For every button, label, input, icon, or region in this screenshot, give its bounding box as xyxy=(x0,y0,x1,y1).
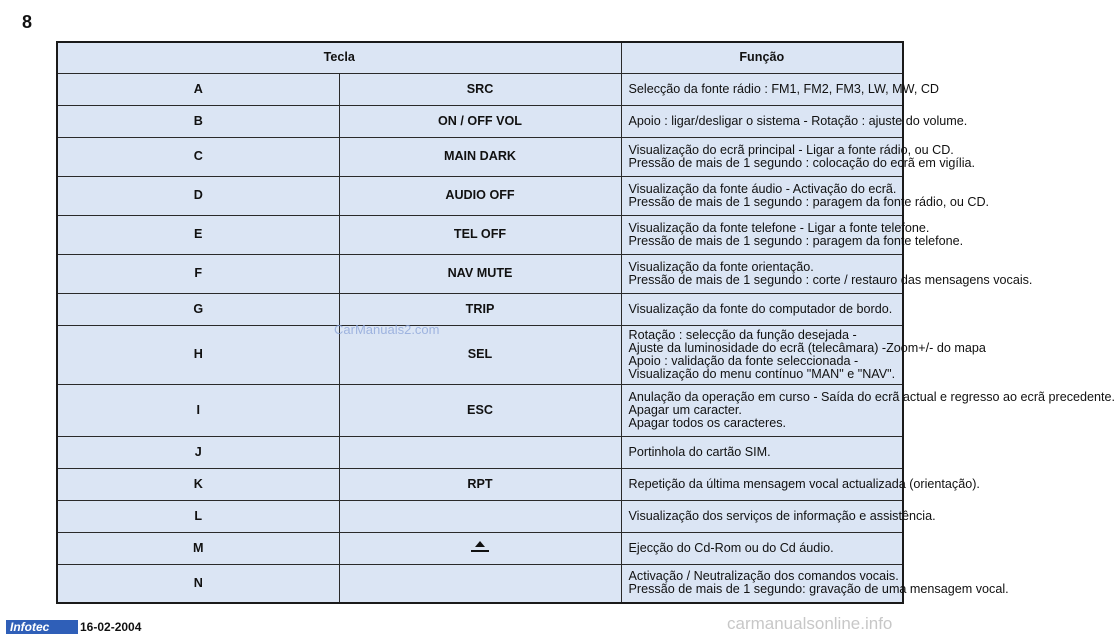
table-row xyxy=(57,436,903,468)
table-row xyxy=(57,73,903,105)
row-letter: D xyxy=(57,176,339,215)
row-function xyxy=(621,73,940,105)
row-function xyxy=(621,325,986,384)
header-key: Tecla xyxy=(57,42,621,73)
function-line: Visualização dos serviços de informação e assistência. xyxy=(628,508,936,523)
row-function xyxy=(621,384,1115,436)
table-row xyxy=(57,468,903,500)
row-key: ESC xyxy=(339,384,621,436)
row-letter: C xyxy=(57,137,339,176)
row-letter: B xyxy=(57,105,339,137)
table-row xyxy=(57,215,903,254)
row-function xyxy=(621,137,976,176)
function-line: Pressão de mais de 1 segundo : paragem da fonte telefone. xyxy=(628,233,964,248)
row-key: RPT xyxy=(339,468,621,500)
row-function xyxy=(621,254,1033,293)
function-line: Visualização da fonte áudio - Activação do ecrã. xyxy=(628,181,897,196)
function-line: Portinhola do cartão SIM. xyxy=(628,444,771,459)
watermark-text: CarManuals2.com xyxy=(334,322,440,337)
row-function xyxy=(621,176,990,215)
row-function xyxy=(621,468,980,500)
row-function xyxy=(621,105,968,137)
function-line: Ejecção do Cd-Rom ou do Cd áudio. xyxy=(628,540,834,555)
header-function: Função xyxy=(621,42,903,73)
row-function xyxy=(621,500,936,532)
eject-icon xyxy=(471,541,489,553)
row-key: SRC xyxy=(339,73,621,105)
key-function-table xyxy=(56,41,1115,604)
table-row xyxy=(57,500,903,532)
row-function xyxy=(621,215,964,254)
table-row xyxy=(57,532,903,564)
row-letter: A xyxy=(57,73,339,105)
function-line: Ajuste da luminosidade do ecrã (telecâmara) -Zoom+/- do mapa xyxy=(628,340,986,355)
table-row xyxy=(57,293,903,325)
function-line: Apagar um caracter. xyxy=(628,402,742,417)
row-function xyxy=(621,293,903,325)
function-line: Activação / Neutralização dos comandos vocais. xyxy=(628,569,899,584)
function-line: Selecção da fonte rádio : FM1, FM2, FM3, LW, MW, CD xyxy=(628,81,940,96)
function-line: Visualização do menu contínuo "MAN" e "NAV". xyxy=(628,366,896,381)
table-row xyxy=(57,325,903,384)
table-row xyxy=(57,137,903,176)
row-letter: K xyxy=(57,468,339,500)
function-line: Apoio : validação da fonte seleccionada - xyxy=(628,353,859,368)
site-watermark: carmanualsonline.info xyxy=(727,614,893,633)
row-key xyxy=(339,436,621,468)
row-key xyxy=(339,564,621,603)
footer-date: 16-02-2004 xyxy=(80,620,142,634)
table-row xyxy=(57,105,903,137)
row-letter: J xyxy=(57,436,339,468)
table-row xyxy=(57,564,903,603)
row-function xyxy=(621,564,1009,603)
function-line: Visualização da fonte orientação. xyxy=(628,259,814,274)
row-key: TRIP xyxy=(339,293,621,325)
row-function xyxy=(621,532,903,564)
row-key: MAIN DARK xyxy=(339,137,621,176)
row-letter: L xyxy=(57,500,339,532)
row-letter: G xyxy=(57,293,339,325)
row-letter: E xyxy=(57,215,339,254)
function-line: Repetição da última mensagem vocal actualizada (orientação). xyxy=(628,476,980,491)
table-row xyxy=(57,176,903,215)
function-line: Pressão de mais de 1 segundo : corte / restauro das mensagens vocais. xyxy=(628,272,1033,287)
function-line: Pressão de mais de 1 segundo: gravação de uma mensagem vocal. xyxy=(628,582,1009,597)
table-row xyxy=(57,384,903,436)
row-key xyxy=(339,500,621,532)
row-letter: N xyxy=(57,564,339,603)
key-function-table-container xyxy=(56,41,1115,604)
row-key xyxy=(339,532,621,564)
function-line: Visualização da fonte telefone - Ligar a fonte telefone. xyxy=(628,220,930,235)
function-line: Anulação da operação em curso - Saída do ecrã actual e regresso ao ecrã precedente. xyxy=(628,389,1115,404)
table-body xyxy=(57,73,1115,603)
function-line: Apagar todos os caracteres. xyxy=(628,415,787,430)
function-line: Pressão de mais de 1 segundo : paragem da fonte rádio, ou CD. xyxy=(628,194,990,209)
row-letter: F xyxy=(57,254,339,293)
row-function xyxy=(621,436,903,468)
table-header-row xyxy=(57,42,903,73)
row-letter: I xyxy=(57,384,339,436)
row-letter: H xyxy=(57,325,339,384)
row-key: TEL OFF xyxy=(339,215,621,254)
function-line: Visualização do ecrã principal - Ligar a fonte rádio, ou CD. xyxy=(628,142,954,157)
table-row xyxy=(57,254,903,293)
page-number: 8 xyxy=(22,12,33,32)
infotec-logo: Infotec xyxy=(6,620,78,634)
row-key: AUDIO OFF xyxy=(339,176,621,215)
row-key: ON / OFF VOL xyxy=(339,105,621,137)
row-key: NAV MUTE xyxy=(339,254,621,293)
row-letter: M xyxy=(57,532,339,564)
row-key: SEL xyxy=(339,325,621,384)
function-line: Pressão de mais de 1 segundo : colocação do ecrã em vigília. xyxy=(628,155,976,170)
function-line: Rotação : selecção da função desejada - xyxy=(628,327,857,342)
function-line: Apoio : ligar/desligar o sistema - Rotação : ajuste do volume. xyxy=(628,113,968,128)
function-line: Visualização da fonte do computador de bordo. xyxy=(628,301,893,316)
